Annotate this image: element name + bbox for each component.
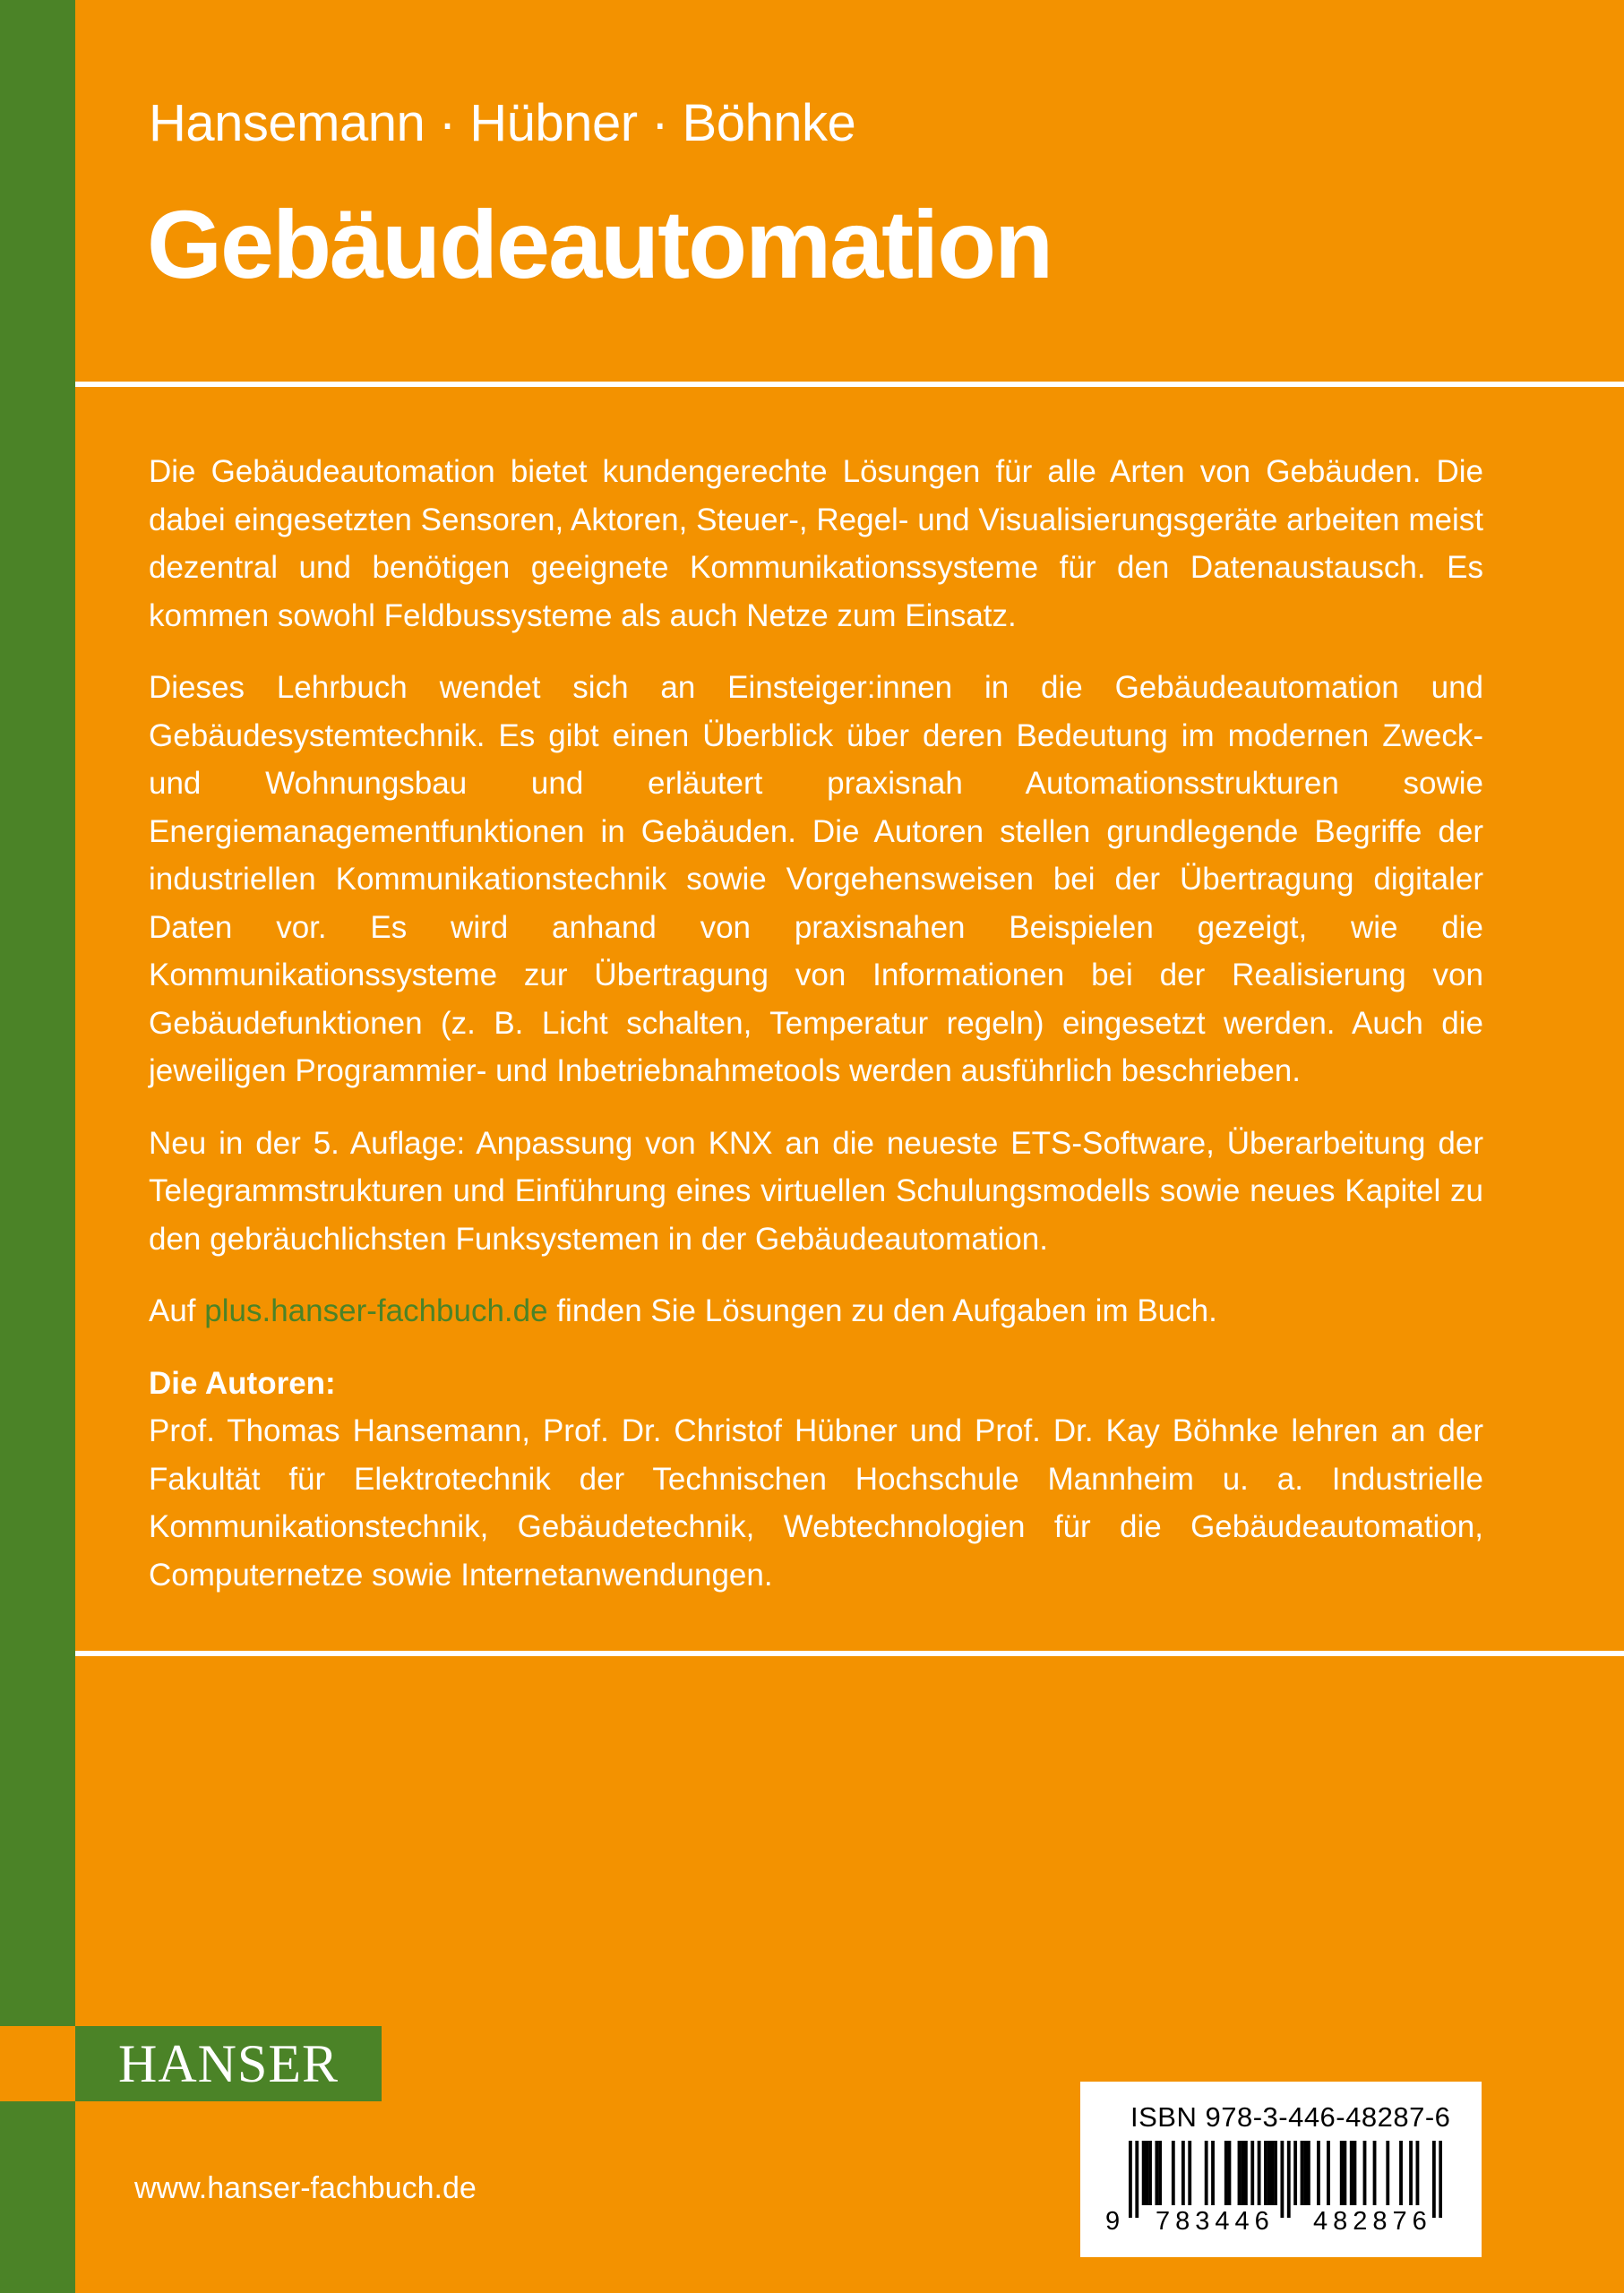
barcode-bar <box>1343 2141 1346 2205</box>
barcode-guard-bar <box>1439 2141 1442 2218</box>
barcode-bar <box>1416 2141 1420 2205</box>
book-title: Gebäudeautomation <box>147 190 1053 298</box>
barcode-bar <box>1340 2141 1344 2205</box>
barcode-bar <box>1373 2141 1377 2205</box>
isbn-label: ISBN 978-3-446-48287-6 <box>1130 2101 1451 2133</box>
barcode-bar <box>1301 2141 1304 2205</box>
barcode-bar <box>1270 2141 1274 2205</box>
blurb-paragraph-new-edition: Neu in der 5. Auflage: Anpassung von KNX an die neueste ETS-Software, Überarbeitung der Telegrammstrukturen und Einführung eines virtuellen Schulungsmodells sowie neues Kapitel zu den gebräuchlichsten Funksystemen in der Gebäudeautomation. <box>149 1125 1483 1257</box>
barcode-bar <box>1303 2141 1307 2205</box>
barcode-bar <box>1145 2141 1148 2205</box>
barcode-bar <box>1264 2141 1267 2205</box>
barcode-bar <box>1363 2141 1367 2205</box>
blurb-paragraph-intro: Die Gebäudeautomation bietet kundengerechte Lösungen für alle Arten von Gebäuden. Die dabei eingesetzten Sensoren, Aktoren, Steuer-, Regel- und Visualisierungsgeräte arbeiten meist dezentral und benötigen geeignete Kommunikationssysteme für den Datenaustausch. Es kommen sowohl Feldbussysteme als auch Netze zum Einsatz. <box>149 454 1483 633</box>
barcode-bar <box>1181 2141 1185 2205</box>
barcode-bar <box>1399 2141 1403 2205</box>
barcode-bar <box>1205 2141 1208 2205</box>
barcode-bar <box>1409 2141 1413 2205</box>
publisher-website[interactable]: www.hanser-fachbuch.de <box>134 2171 477 2205</box>
author-names: Hansemann · Hübner · Böhnke <box>149 94 856 152</box>
barcode-bar <box>1350 2141 1353 2205</box>
isbn-barcode-box <box>1080 2082 1482 2257</box>
barcode-bar <box>1258 2141 1261 2205</box>
barcode-digits-right: 482876 <box>1313 2207 1432 2236</box>
barcode-guard-bar <box>1280 2141 1284 2218</box>
barcode-bar <box>1267 2141 1271 2205</box>
barcode-bar <box>1172 2141 1175 2205</box>
barcode-bar <box>1224 2141 1228 2205</box>
barcode-bar <box>1274 2141 1277 2205</box>
barcode-bar <box>1158 2141 1162 2205</box>
barcode-guard-bar <box>1432 2141 1436 2218</box>
barcode-bar <box>1293 2141 1297 2205</box>
hanser-logo: HANSER <box>75 2026 382 2101</box>
plus-website-link[interactable]: plus.hanser-fachbuch.de <box>204 1293 548 1328</box>
blurb-paragraph-description: Dieses Lehrbuch wendet sich an Einsteiger:innen in die Gebäudeautomation und Gebäudesystemtechnik. Es gibt einen Überblick über deren Bedeutung im modernen Zweck- und Wohnungsbau und erläutert praxisnah Automationsstrukturen sowie Energiemanagementfunktionen in Gebäuden. Die Autoren stellen grundlegende Begriffe der industriellen Kommunikationstechnik sowie Vorgehensweisen bei der Übertragung digitaler Daten vor. Es wird anhand von praxisnahen Beispielen gezeigt, wie die Kommunikationssysteme zur Übertragung von Informationen bei der Realisierung von Gebäudefunktionen (z. B. Licht schalten, Temperatur regeln) eingesetzt werden. Auch die jeweiligen Programmier- und Inbetriebnahmetools werden ausführlich beschrieben. <box>149 670 1483 1088</box>
authors-section <box>149 1360 1483 1600</box>
barcode-bar <box>1211 2141 1215 2205</box>
online-prefix: Auf <box>149 1293 196 1328</box>
barcode-guard-bar <box>1129 2141 1132 2218</box>
barcode-bar <box>1241 2141 1244 2205</box>
top-divider <box>75 382 1624 387</box>
authors-bio: Prof. Thomas Hansemann, Prof. Dr. Christof Hübner und Prof. Dr. Kay Böhnke lehren an der Fakultät für Elektrotechnik der Technischen Hochschule Mannheim u. a. Industrielle Kommunikationstechnik, Gebäudetechnik, Webtechnologien für die Gebäudeautomation, Computernetze sowie Internetanwendungen. <box>149 1413 1483 1593</box>
barcode-guard-bar <box>1287 2141 1291 2218</box>
barcode-bar <box>1228 2141 1232 2205</box>
barcode-digit-first: 9 <box>1105 2207 1121 2236</box>
green-spine-band <box>0 0 75 2293</box>
bottom-divider <box>75 1651 1624 1656</box>
barcode-bar <box>1307 2141 1310 2205</box>
blurb-paragraph-online <box>149 1287 1483 1335</box>
barcode-bar <box>1188 2141 1191 2205</box>
barcode-guard-bar <box>1135 2141 1139 2218</box>
spine-orange-square <box>0 2026 75 2101</box>
online-suffix: finden Sie Lösungen zu den Aufgaben im Buch. <box>556 1293 1217 1328</box>
barcode-bar <box>1250 2141 1254 2205</box>
barcode-digits-left: 783446 <box>1156 2207 1275 2236</box>
authors-heading: Die Autoren: <box>149 1365 336 1401</box>
barcode-bar <box>1386 2141 1389 2205</box>
barcode-bar <box>1155 2141 1158 2205</box>
barcode-bar <box>1142 2141 1146 2205</box>
barcode-bar <box>1244 2141 1248 2205</box>
barcode-bar <box>1317 2141 1320 2205</box>
barcode-bar <box>1327 2141 1330 2205</box>
barcode-bar <box>1148 2141 1152 2205</box>
blurb <box>149 448 1483 1599</box>
barcode-bar <box>1353 2141 1357 2205</box>
barcode-bar <box>1238 2141 1242 2205</box>
